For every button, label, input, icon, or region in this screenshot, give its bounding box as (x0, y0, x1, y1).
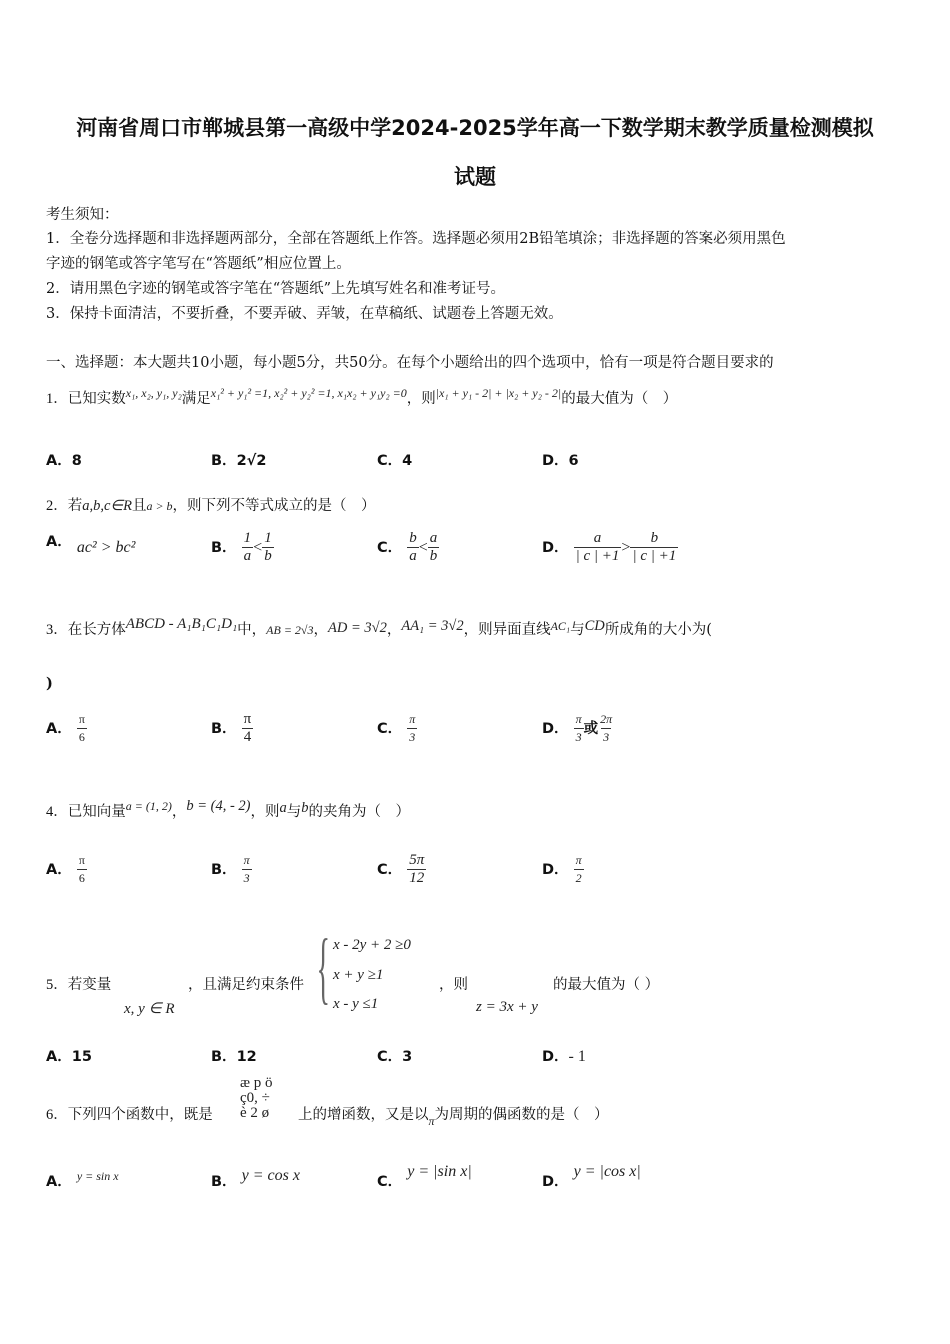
q-text: 的最大值为（ ） (553, 977, 660, 993)
q-text: 在长方体 (67, 622, 126, 638)
q-text: 若 (67, 498, 83, 514)
math-a: a (279, 800, 287, 816)
option-b[interactable]: B．2√2 (211, 453, 267, 469)
q-text: 满足 (181, 391, 211, 407)
question-3-close: ) (46, 675, 53, 692)
q-text: 已知实数 (67, 391, 126, 407)
math-pi: π (428, 1114, 435, 1128)
math-ad: AD = 3√2 (328, 620, 387, 636)
q-text: 下列四个函数中，既是 (67, 1107, 213, 1123)
math-vars: x₁, x₂, y₁, y₂ (125, 386, 182, 400)
notice-heading: 考生须知： (46, 207, 119, 223)
q-text: ，且满足约束条件 (188, 977, 304, 993)
q-text: 的最大值为（ ） (561, 391, 678, 407)
q-text: ，则下列不等式成立的是（ ） (172, 498, 376, 514)
option-d[interactable]: D．- 1 (542, 1048, 586, 1065)
q-text: 若变量 (67, 977, 112, 993)
question-3: 3．在长方体ABCD - A₁B₁C₁D₁中，AB = 2√3，AD = 3√2，AA₁ = 3√2，则异面直线$^{AC_1}$与CD所成角的大小为( (46, 616, 712, 638)
constraint-2: x + y ≥1 (333, 967, 384, 983)
q-text: ，则 (406, 391, 436, 407)
option-d[interactable]: D． y = |cos x| (542, 1163, 641, 1190)
option-b[interactable]: B．12 (211, 1049, 257, 1065)
option-b[interactable]: B． y = cos x (211, 1167, 300, 1190)
option-a[interactable]: A． $\frac{\pi}{6}$ (46, 853, 85, 885)
option-c[interactable]: C．3 (377, 1049, 413, 1065)
math-cond: a > b (146, 499, 173, 513)
math-aa1: AA₁ = 3√2 (401, 618, 464, 634)
notice-item: 1．全卷分选择题和非选择题两部分，全部在答题纸上作答。选择题必须用2B铅笔填涂；非选择题的答案必须用黑色 (46, 231, 786, 247)
option-c[interactable]: C．4 (377, 453, 413, 469)
math-vars: x, y ∈ R (124, 1001, 175, 1017)
math-cd: CD (584, 618, 605, 634)
option-d[interactable]: D．6 (542, 453, 579, 469)
option-b[interactable]: B． $\frac{\pi}{4}$ (211, 711, 252, 745)
brace-icon: { (316, 924, 330, 1012)
question-number: 1． (46, 391, 68, 407)
math-vector-b: b = (4, - 2) (186, 798, 251, 814)
question-6-a (46, 1103, 213, 1124)
math-ac1: AC₁ (550, 619, 571, 633)
question-number: 6． (46, 1107, 68, 1123)
option-a[interactable]: A．15 (46, 1049, 92, 1065)
q-text: ， (171, 804, 187, 820)
q-text: 已知向量 (67, 804, 126, 820)
math-expression: |x₁ + y₁ - 2| + |x₂ + y₂ - 2| (435, 386, 562, 400)
q-text: 的夹角为（ ） (308, 804, 410, 820)
question-4 (46, 800, 410, 821)
question-number: 2． (46, 498, 68, 514)
page-title-cont: 试题 (454, 165, 496, 189)
option-b[interactable]: B． $\frac{\pi}{3}$ (211, 853, 250, 885)
math-objective: z = 3x + y (476, 999, 538, 1015)
q-text: 所成角的大小为( (604, 622, 712, 638)
question-number: 4． (46, 804, 68, 820)
q-text: 与 (570, 622, 585, 638)
q-text: 上的增函数，又是以$_\pi$为周期的偶函数的是（ ） (298, 1107, 609, 1128)
math-interval: æ p ö ç0, ÷ è 2 ø (240, 1075, 273, 1121)
option-c[interactable]: C． $\frac{\pi}{3}$ (377, 712, 416, 744)
q-text: ，则异面直线 (463, 622, 551, 638)
q-text: 中， (237, 622, 267, 638)
question-number: 3． (46, 622, 68, 638)
math-b: b (301, 800, 309, 816)
q-text: 与 (286, 804, 302, 820)
notice-item: 2．请用黑色字迹的钢笔或答字笔在“答题纸”上先填写姓名和准考证号。 (46, 281, 506, 297)
q-text: ，则 (250, 804, 280, 820)
math-condition: x₁² + y₁² =1, x₂² + y₂² =1, x₁x₂ + y₁y₂ =0 (210, 386, 407, 400)
option-a[interactable]: A． $\frac{\pi}{6}$ (46, 712, 85, 744)
option-a[interactable]: A． $^{y = sin x}$ (46, 1169, 119, 1190)
q-text: 且 (131, 498, 147, 514)
option-c[interactable]: C． $\frac{5\pi}{12}$ (377, 852, 425, 886)
page-title: 河南省周口市郸城县第一高级中学2024-2025学年高一下数学期末教学质量检测模拟 (76, 116, 874, 140)
option-c[interactable]: C． $\frac{b}{a}$ < $\frac{a}{b}$ (377, 530, 438, 564)
option-d[interactable]: D． $\frac{\pi}{3}$ 或 $\frac{2\pi}{3}$ (542, 712, 613, 744)
question-5-a (46, 973, 111, 994)
option-a[interactable]: A．8 (46, 453, 82, 469)
notice-item: 字迹的钢笔或答字笔写在“答题纸”相应位置上。 (46, 256, 351, 272)
math-cond: a,b,c∈R (82, 498, 132, 514)
option-a[interactable]: A． ac² > bc² (46, 534, 136, 556)
constraint-1: x - 2y + 2 ≥0 (333, 937, 411, 953)
math-ab: AB = 2√3 (266, 623, 314, 637)
option-c[interactable]: C． y = |sin x| (377, 1163, 472, 1190)
option-b[interactable]: B． $\frac{1}{a}$ < $\frac{1}{b}$ (211, 530, 272, 564)
option-d[interactable]: D． $\frac{a}{| c | +1}$ > $\frac{b}{| c | +1}$ (542, 530, 677, 564)
notice-item: 3．保持卡面清洁，不要折叠，不要弄破、弄皱，在草稿纸、试题卷上答题无效。 (46, 306, 563, 322)
question-1 (46, 387, 677, 408)
math-vector-a: a = (1, 2) (125, 799, 172, 813)
question-number: 5． (46, 977, 68, 993)
option-d[interactable]: D． $\frac{\pi}{2}$ (542, 853, 582, 885)
question-2 (46, 494, 376, 515)
q-text: ，则 (439, 977, 468, 993)
constraint-3: x - y ≤1 (333, 996, 379, 1012)
section-heading: 一、选择题：本大题共10小题，每小题5分，共50分。在每个小题给出的四个选项中，恰有一项是符合题目要求的 (46, 355, 774, 371)
math-solid: ABCD - A₁B₁C₁D₁ (125, 616, 238, 632)
